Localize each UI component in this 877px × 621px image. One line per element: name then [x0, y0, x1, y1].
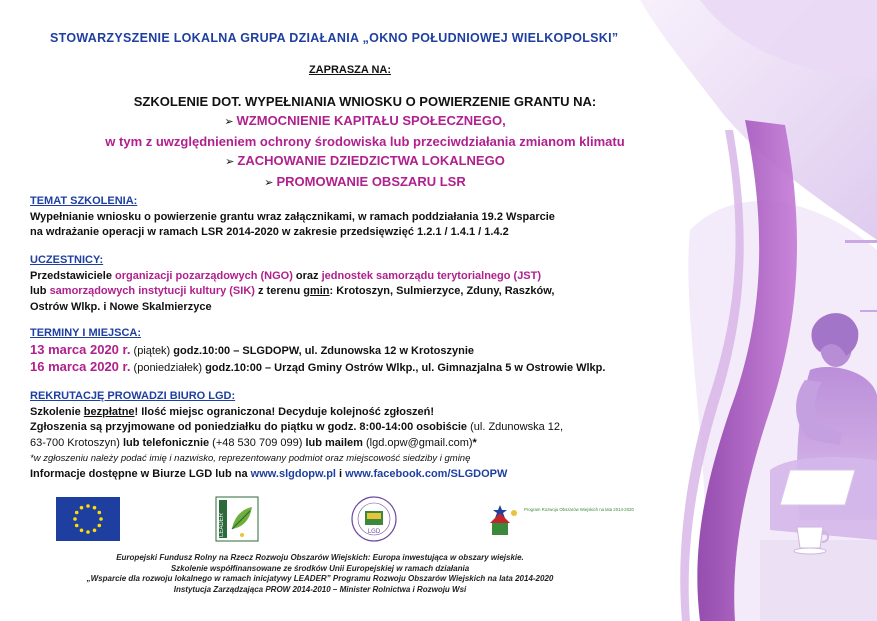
recruitment-note: *w zgłoszeniu należy podać imię i nazwisko, reprezentowany podmiot oraz miejscowość siedziby i gminę [30, 453, 471, 464]
eu-star-icon [80, 529, 84, 533]
eu-star-icon [75, 524, 79, 528]
footer-line-1: Europejski Fundusz Rolny na Rzecz Rozwoju Obszarów Wiejskich: Europa inwestująca w obszary wiejskie. [116, 553, 524, 562]
recruitment-section [30, 389, 690, 482]
arrow-bullet-icon: ➢ [264, 177, 274, 189]
logos-row [50, 495, 634, 545]
topic-section [30, 194, 680, 241]
training-title-block [0, 92, 730, 193]
eu-star-icon [93, 529, 97, 533]
participants-line-1: Przedstawiciele organizacji pozarządowych (NGO) oraz jednostek samorządu terytorialnego (JST) [30, 269, 542, 282]
svg-text:LEADER: LEADER [219, 512, 225, 537]
topic-item-1: ➢ WZMOCNIENIE KAPITAŁU SPOŁECZNEGO, [224, 113, 506, 128]
recruitment-info-line: Informacje dostępne w Biurze LGD lub na www.slgdopw.pl i www.facebook.com/SLGDOPW [30, 467, 508, 480]
terms-section [30, 326, 680, 377]
organization-name: STOWARZYSZENIE LOKALNA GRUPA DZIAŁANIA „OKNO POŁUDNIOWEJ WIELKOPOLSKI” [50, 31, 619, 45]
participants-line-2: lub samorządowych instytucji kultury (SIK) z terenu gmin: Krotoszyn, Sulmierzyce, Zduny, Raszków, [30, 285, 555, 297]
footer-text [0, 553, 640, 595]
facebook-link[interactable]: www.facebook.com/SLGDOPW [345, 467, 508, 480]
term-1: 13 marca 2020 r. (piątek) godz.10:00 – SLGDOPW, ul. Zdunowska 12 w Krotoszynie [30, 341, 475, 357]
footer-line-3: „Wsparcie dla rozwoju lokalnego w ramach inicjatywy LEADER” Programu Rozwoju Obszarów Wiejskich na lata 2014-2020 [86, 574, 554, 583]
footer-line-4: Instytucja Zarządzająca PROW 2014-2010 – Minister Rolnictwa i Rozwoju Wsi [173, 584, 467, 594]
invite-text: ZAPRASZA NA: [308, 64, 392, 76]
recruitment-heading: REKRUTACJĘ PROWADZI BIURO LGD: [30, 390, 236, 402]
website-link[interactable]: www.slgdopw.pl [250, 467, 336, 480]
prow-logo [486, 499, 634, 541]
svg-text:Program Rozwoju Obszarów Wiejs: Program Rozwoju Obszarów Wiejskich na lata 2014-2020 [524, 507, 634, 512]
eu-star-icon [99, 517, 103, 521]
eu-star-icon [80, 506, 84, 510]
terms-heading: TERMINY I MIEJSCA: [30, 327, 142, 339]
footer-line-2: Szkolenie współfinansowane ze środków Unii Europejskiej w ramach działania [170, 563, 470, 573]
participants-heading: UCZESTNICY: [30, 254, 104, 266]
eu-star-icon [86, 530, 90, 534]
recruitment-line-2: Zgłoszenia są przyjmowane od poniedziałku do piątku w godz. 8:00-14:00 osobiście (ul. Zdunowska 12, [30, 421, 564, 433]
eu-star-icon [93, 506, 97, 510]
participants-line-3: Ostrów Wlkp. i Nowe Skalmierzyce [30, 300, 212, 313]
lgd-seal-logo [349, 495, 399, 543]
topic-item-3: ➢ PROMOWANIE OBSZARU LSR [264, 174, 466, 189]
topic-heading: TEMAT SZKOLENIA: [30, 195, 138, 207]
topic-item-1-line-2: w tym z uwzględnieniem ochrony środowiska lub przeciwdziałania zmianom klimatu [105, 134, 625, 149]
recruitment-line-1: Szkolenie bezpłatne! Ilość miejsc ograniczona! Decyduje kolejność zgłoszeń! [30, 405, 435, 418]
topic-line-1: Wypełnianie wniosku o powierzenie grantu wraz załącznikami, w ramach poddziałania 19.2 Wsparcie [30, 210, 555, 223]
arrow-bullet-icon: ➢ [225, 156, 235, 168]
eu-star-icon [73, 517, 77, 521]
recruitment-line-3: 63-700 Krotoszyn) lub telefonicznie (+48 530 709 099) lub mailem (lgd.opw@gmail.com)* [30, 436, 477, 449]
eu-star-icon [75, 511, 79, 515]
topic-item-2: ➢ ZACHOWANIE DZIEDZICTWA LOKALNEGO [225, 153, 505, 168]
svg-text:LGD: LGD [367, 529, 381, 535]
topic-line-2: na wdrażanie operacji w ramach LSR 2014-2020 w zakresie przedsięwzięć 1.2.1 / 1.4.1 / 1.4.2 [30, 226, 509, 238]
training-title: SZKOLENIE DOT. WYPEŁNIANIA WNIOSKU O POWIERZENIE GRANTU NA: [133, 94, 597, 109]
term-2: 16 marca 2020 r. (poniedziałek) godz.10:00 – Urząd Gminy Ostrów Wlkp., ul. Gimnazjalna 5 w Ostrowie Wlkp. [30, 359, 606, 374]
arrow-bullet-icon: ➢ [224, 116, 234, 128]
eu-star-icon [98, 524, 102, 528]
leader-logo [216, 497, 258, 541]
eu-flag-logo [56, 497, 120, 541]
eu-star-icon [98, 511, 102, 515]
participants-section [30, 253, 680, 315]
eu-star-icon [86, 504, 90, 508]
